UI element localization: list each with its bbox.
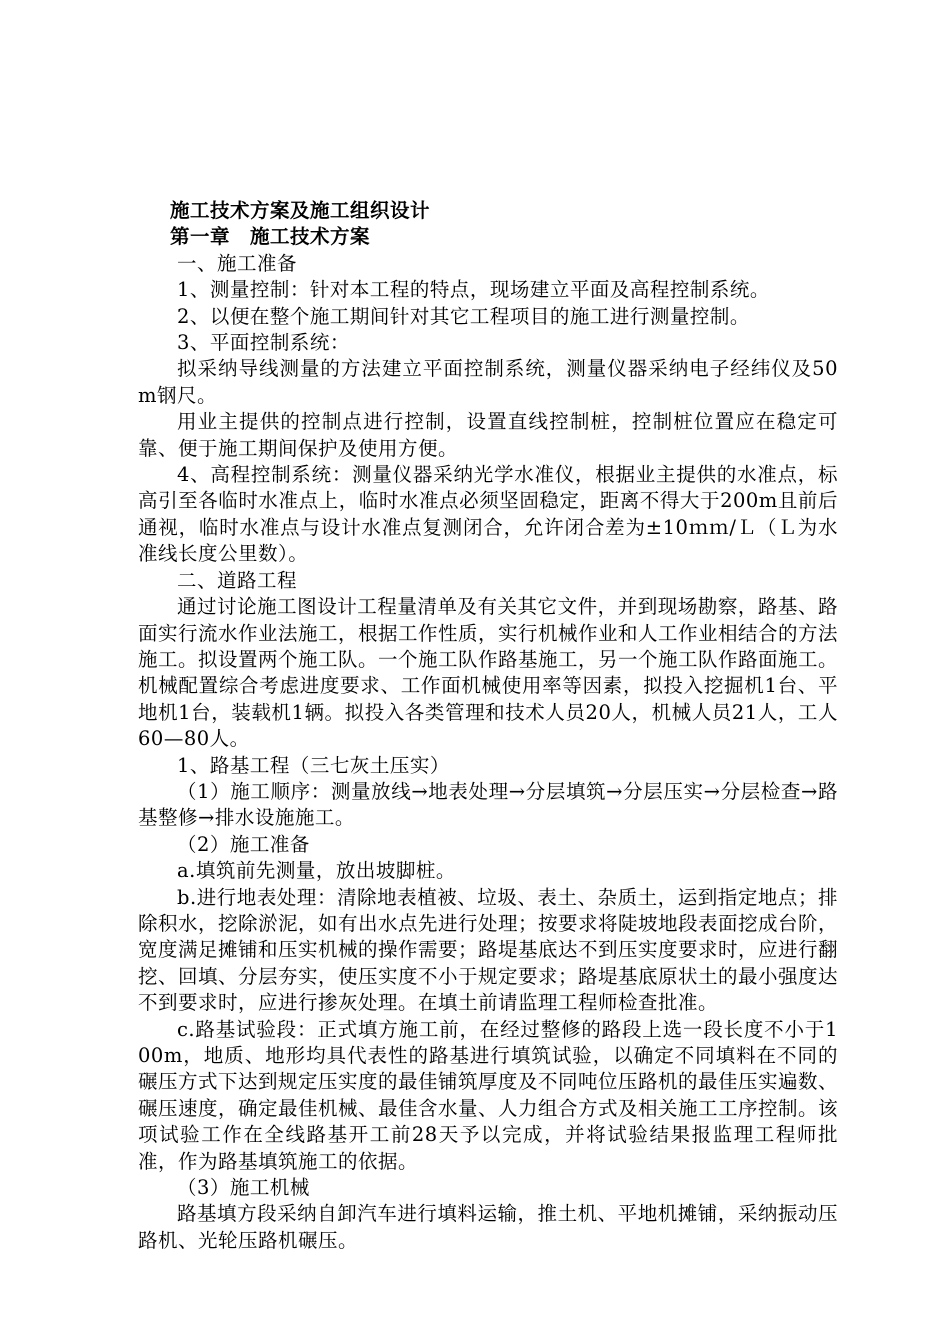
- paragraph: c.路基试验段：正式填方施工前，在经过整修的路段上选一段长度不小于100m，地质、地形均具代表性的路基进行填筑试验，以确定不同填料在不同的碾压方式下达到规定压实度的最佳铺筑厚度及不同吨位压路机的最佳压实遍数、碾压速度，确定最佳机械、最佳含水量、人力组合方式及相关施工工序控制。该项试验工作在全线路基开工前28天予以完成，并将试验结果报监理工程师批准，作为路基填筑施工的依据。: [138, 1017, 839, 1173]
- subsection-heading: 1、路基工程（三七灰土压实）: [177, 753, 450, 777]
- section-heading: 二、道路工程: [177, 568, 298, 592]
- paragraph: 1、测量控制：针对本工程的特点，现场建立平面及高程控制系统。: [177, 278, 770, 302]
- paragraph: 用业主提供的控制点进行控制，设置直线控制桩，控制桩位置应在稳定可靠、便于施工期间保护及使用方便。: [138, 410, 838, 460]
- paragraph: 通过讨论施工图设计工程量清单及有关其它文件，并到现场勘察，路基、路面实行流水作业法施工，根据工作性质，实行机械作业和人工作业相结合的方法施工。拟设置两个施工队。一个施工队作路基施工，另一个施工队作路面施工。机械配置综合考虑进度要求、工作面机械使用率等因素，拟投入挖掘机1台、平地机1台，装载机1辆。拟投入各类管理和技术人员20人，机械人员21人，工人60—80人。: [138, 595, 839, 751]
- document-title: 施工技术方案及施工组织设计: [170, 199, 431, 222]
- paragraph: 路基填方段采纳自卸汽车进行填料运输，推土机、平地机摊铺，采纳振动压路机、光轮压路机碾压。: [138, 1202, 838, 1252]
- chapter-heading: 第一章 施工技术方案: [170, 225, 371, 249]
- section-heading: 一、施工准备: [177, 251, 298, 275]
- subsection-heading: （2）施工准备: [177, 832, 310, 856]
- paragraph: b.进行地表处理：清除地表植被、垃圾、表土、杂质土，运到指定地点；排除积水，挖除淤泥，如有出水点先进行处理；按要求将陡坡地段表面挖成台阶，宽度满足摊铺和压实机械的操作需要；路堤基底达不到压实度要求时，应进行翻挖、回填、分层夯实，使压实度不小于规定要求；路堤基底原状土的最小强度达不到要求时，应进行掺灰处理。在填土前请监理工程师检查批准。: [138, 885, 839, 1015]
- paragraph: a.填筑前先测量，放出坡脚桩。: [177, 859, 456, 883]
- paragraph: 2、以便在整个施工期间针对其它工程项目的施工进行测量控制。: [177, 304, 750, 328]
- paragraph: 4、高程控制系统：测量仪器采纳光学水准仪，根据业主提供的水准点，标高引至各临时水准点上，临时水准点必须坚固稳定，距离不得大于200m且前后通视，临时水准点与设计水准点复测闭合，允许闭合差为±10ｍｍ/Ｌ（Ｌ为水准线长度公里数）。: [138, 463, 838, 566]
- subsection-heading: （3）施工机械: [177, 1176, 310, 1200]
- subsection-heading: 3、平面控制系统：: [177, 331, 350, 355]
- document-page: [138, 198, 838, 1254]
- paragraph: 拟采纳导线测量的方法建立平面控制系统，测量仪器采纳电子经纬仪及50m钢尺。: [138, 357, 838, 407]
- paragraph: （1）施工顺序：测量放线→地表处理→分层填筑→分层压实→分层检查→路基整修→排水设施施工。: [138, 779, 838, 830]
